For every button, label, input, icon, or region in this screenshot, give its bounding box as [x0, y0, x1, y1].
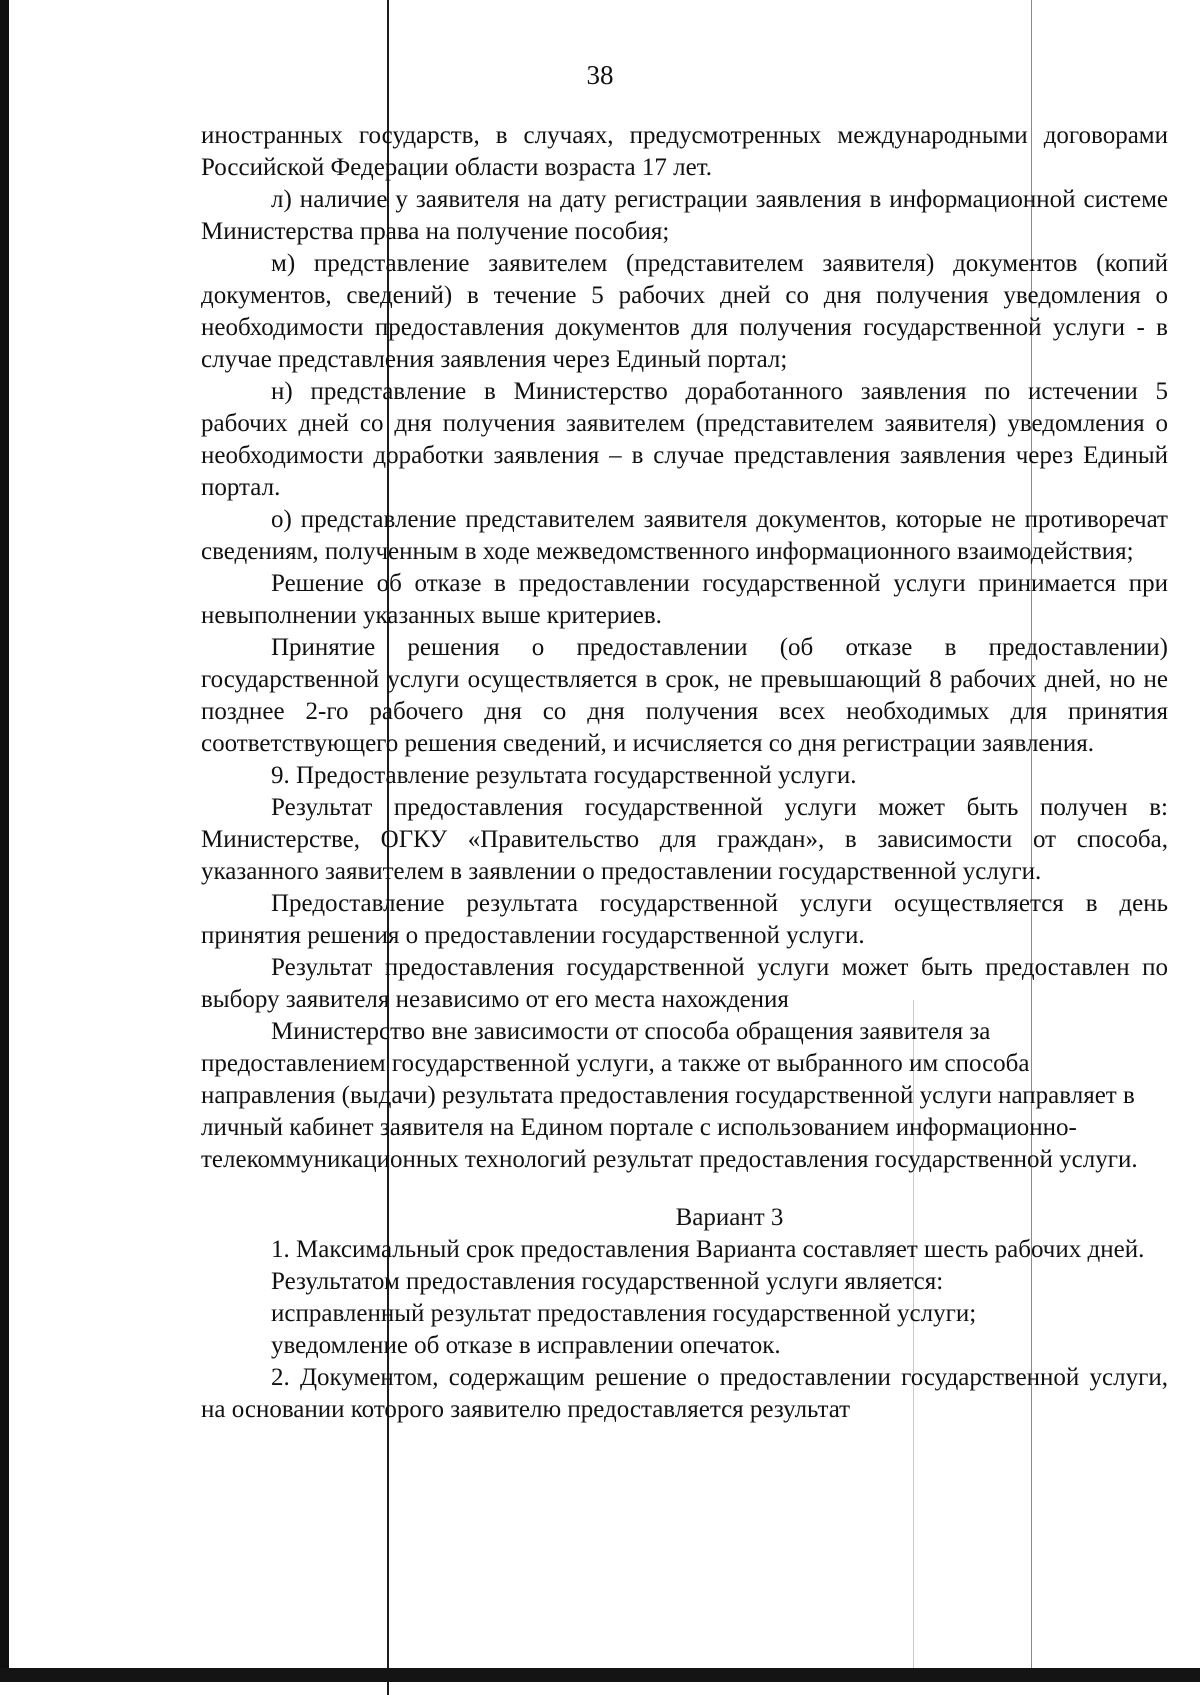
- section-title: 9. Предоставление результата государственной услуги.: [271, 762, 857, 789]
- paragraph: Результат предоставления государственной услуги может быть предоставлен по выбору заявителя независимо от его места нахождения: [201, 954, 1168, 1013]
- paragraph: уведомление об отказе в исправлении опечаток.: [271, 1332, 781, 1359]
- paragraph: о) представление представителем заявителя документов, которые не противоречат сведениям, полученным в ходе межведомственного информационного взаимодействия;: [201, 506, 1168, 565]
- variant-heading: Вариант 3: [675, 1204, 784, 1231]
- paragraph: Результатом предоставления государственной услуги является:: [271, 1268, 944, 1295]
- document-body: [201, 120, 1168, 1426]
- scan-bottom-edge: [0, 1668, 1200, 1682]
- paragraph: Предоставление результата государственной услуги осуществляется в день принятия решения о предоставлении государственной услуги.: [201, 890, 1168, 949]
- page-number: 38: [586, 60, 614, 90]
- paragraph: Результат предоставления государственной услуги может быть получен в: Министерстве, ОГКУ «Правительство для граждан», в зависимости от способа, указанного заявителем в заявлении о предоставлении государственной услуги.: [201, 794, 1168, 885]
- paragraph: 2. Документом, содержащим решение о предоставлении государственной услуги, на основании которого заявителю предоставляется результат: [201, 1364, 1168, 1423]
- scan-left-edge: [0, 0, 9, 1668]
- paragraph: Решение об отказе в предоставлении государственной услуги принимается при невыполнении указанных выше критериев.: [201, 570, 1168, 629]
- paragraph: л) наличие у заявителя на дату регистрации заявления в информационной системе Министерства права на получение пособия;: [201, 186, 1168, 245]
- paragraph: 1. Максимальный срок предоставления Варианта составляет шесть рабочих дней.: [271, 1236, 1145, 1263]
- paragraph: м) представление заявителем (представителем заявителя) документов (копий документов, сведений) в течение 5 рабочих дней со дня получения уведомления о необходимости предоставления документов для получения государственной услуги - в случае представления заявления через Единый портал;: [201, 250, 1168, 373]
- paragraph: н) представление в Министерство доработанного заявления по истечении 5 рабочих дней со дня получения заявителем (представителем заявителя) уведомления о необходимости доработки заявления – в случае представления заявления через Единый портал.: [201, 378, 1168, 501]
- paragraph: иностранных государств, в случаях, предусмотренных международными договорами Российской Федерации области возраста 17 лет.: [201, 122, 1168, 181]
- paragraph: исправленный результат предоставления государственной услуги;: [271, 1300, 977, 1327]
- paragraph: Принятие решения о предоставлении (об отказе в предоставлении) государственной услуги осуществляется в срок, не превышающий 8 рабочих дней, но не позднее 2-го рабочего дня со дня получения всех необходимых для принятия соответствующего решения сведений, и исчисляется со дня регистрации заявления.: [201, 634, 1168, 757]
- paragraph: Министерство вне зависимости от способа обращения заявителя за предоставлением государственной услуги, а также от выбранного им способа направления (выдачи) результата предоставления государственной услуги направляет в личный кабинет заявителя на Едином портале с использованием информационно-телекоммуникационных технологий результат предоставления государственной услуги.: [201, 1018, 1138, 1173]
